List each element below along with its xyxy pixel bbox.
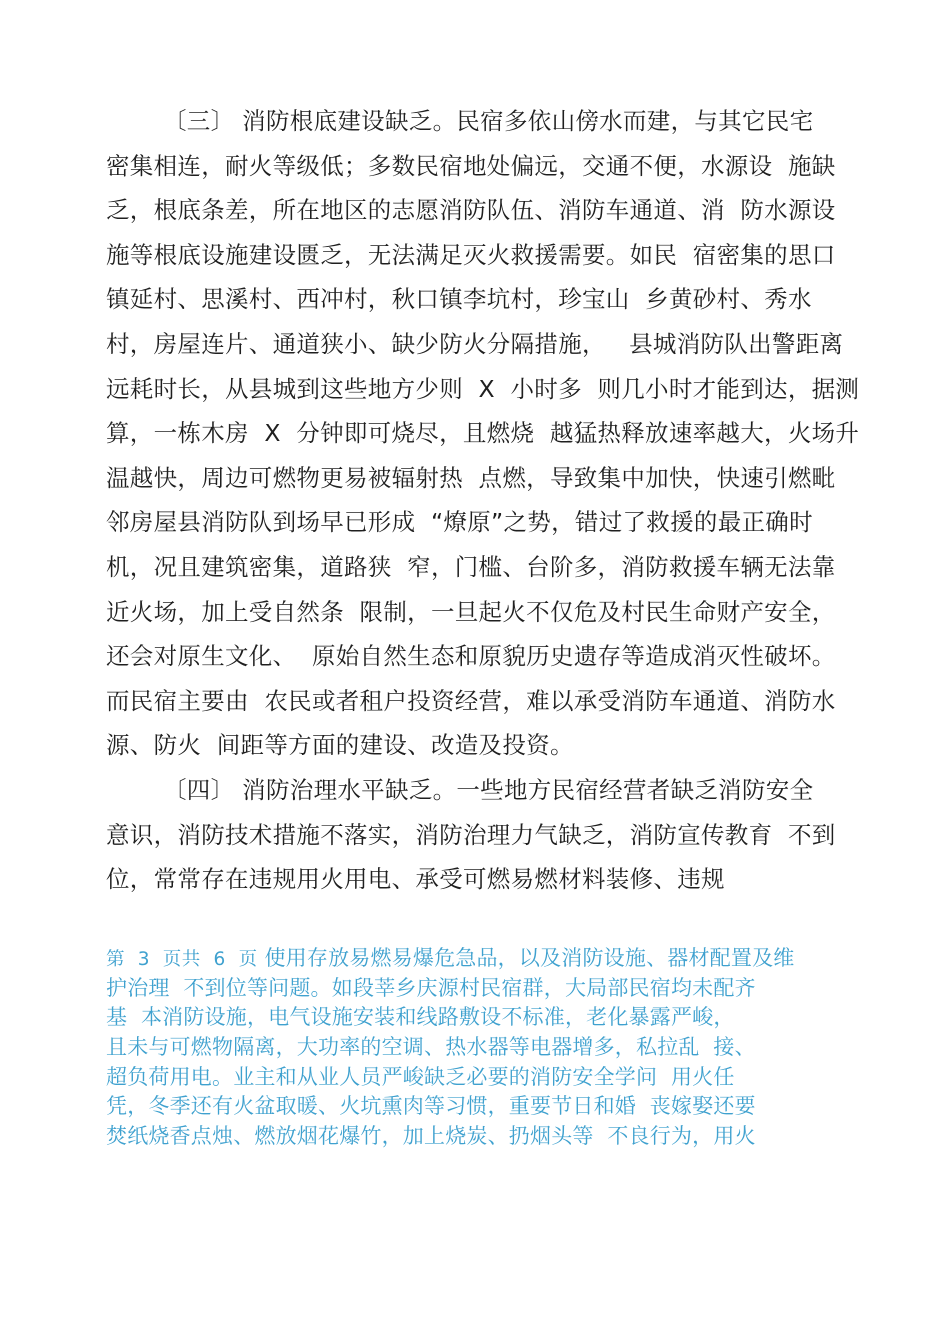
footer-line [106,944,836,974]
page-number: 第 3 页共 6 页 [106,949,258,970]
paragraph-3-line: 密集相连，耐火等级低；多数民宿地处偏远，交通不便，水源设 施缺 [106,151,836,180]
paragraph-3-line: 施等根底设施建设匮乏，无法满足灭火救援需要。如民 宿密集的思口 [106,240,836,269]
footer-line: 且未与可燃物隔离，大功率的空调、热水器等电器增多，私拉乱 接、 [106,1035,756,1060]
paragraph-3-line: 村，房屋连片、通道狭小、缺少防火分隔措施， 县城消防队出警距离 [106,329,844,358]
paragraph-3-line: 〔三〕 消防根底建设缺乏。民宿多依山傍水而建，与其它民宅 [163,107,814,135]
footer-line: 护治理 不到位等问题。如段莘乡庆源村民宿群，大局部民宿均未配齐 [106,975,756,1000]
footer-line: 凭，冬季还有火盆取暖、火坑熏肉等习惯，重要节日和婚 丧嫁娶还要 [106,1094,756,1119]
paragraph-3-line: 邻房屋县消防队到场早已形成 “燎原”之势，错过了救援的最正确时 [106,508,813,537]
paragraph-4-line: 位，常常存在违规用火用电、承受可燃易燃材料装修、违规 [106,865,725,894]
paragraph-3-line: 近火场，加上受自然条 限制，一旦起火不仅危及村民生命财产安全， [106,597,836,626]
footer-line: 焚纸烧香点烛、燃放烟花爆竹，加上烧炭、扔烟头等 不良行为，用火 [106,1124,756,1149]
body-text [106,99,860,902]
paragraph-3-line: 而民宿主要由 农民或者租户投资经营，难以承受消防车通道、消防水 [106,686,836,715]
paragraph-3-line: 镇延村、思溪村、西冲村，秋口镇李坑村，珍宝山 乡黄砂村、秀水 [106,285,812,314]
paragraph-3-line: 乏，根底条差，所在地区的志愿消防队伍、消防车通道、消 防水源设 [106,196,836,225]
paragraph-3-line: 还会对原生文化、 原始自然生态和原貌历史遗存等造成消灭性破坏。 [106,642,836,671]
paragraph-4-line: 意识，消防技术措施不落实，消防治理力气缺乏，消防宣传教育 不到 [106,820,836,849]
paragraph-4-line: 〔四〕 消防治理水平缺乏。一些地方民宿经营者缺乏消防安全 [163,775,814,804]
footer-line-text: 使用存放易燃易爆危急品，以及消防设施、器材配置及维 [264,946,795,970]
footer-line: 超负荷用电。业主和从业人员严峻缺乏必要的消防安全学问 用火任 [106,1064,735,1089]
footer-line: 基 本消防设施，电气设施安装和线路敷设不标准，老化暴露严峻， [106,1005,735,1030]
paragraph-3-line: 算，一栋木房 X 分钟即可烧尽，且燃烧 越猛热释放速率越大，火场升 [106,419,860,448]
paragraph-3-line: 源、防火 间距等方面的建设、改造及投资。 [106,731,574,760]
footer-continuation-block [106,944,836,1152]
paragraph-3-line: 机，况且建筑密集，道路狭 窄，门槛、台阶多，消防救援车辆无法靠 [106,552,836,581]
paragraph-3-line: 温越快，周边可燃物更易被辐射热 点燃，导致集中加快，快速引燃毗 [106,463,836,492]
paragraph-3-line: 远耗时长，从县城到这些地方少则 X 小时多 则几小时才能到达，据测 [106,374,860,403]
